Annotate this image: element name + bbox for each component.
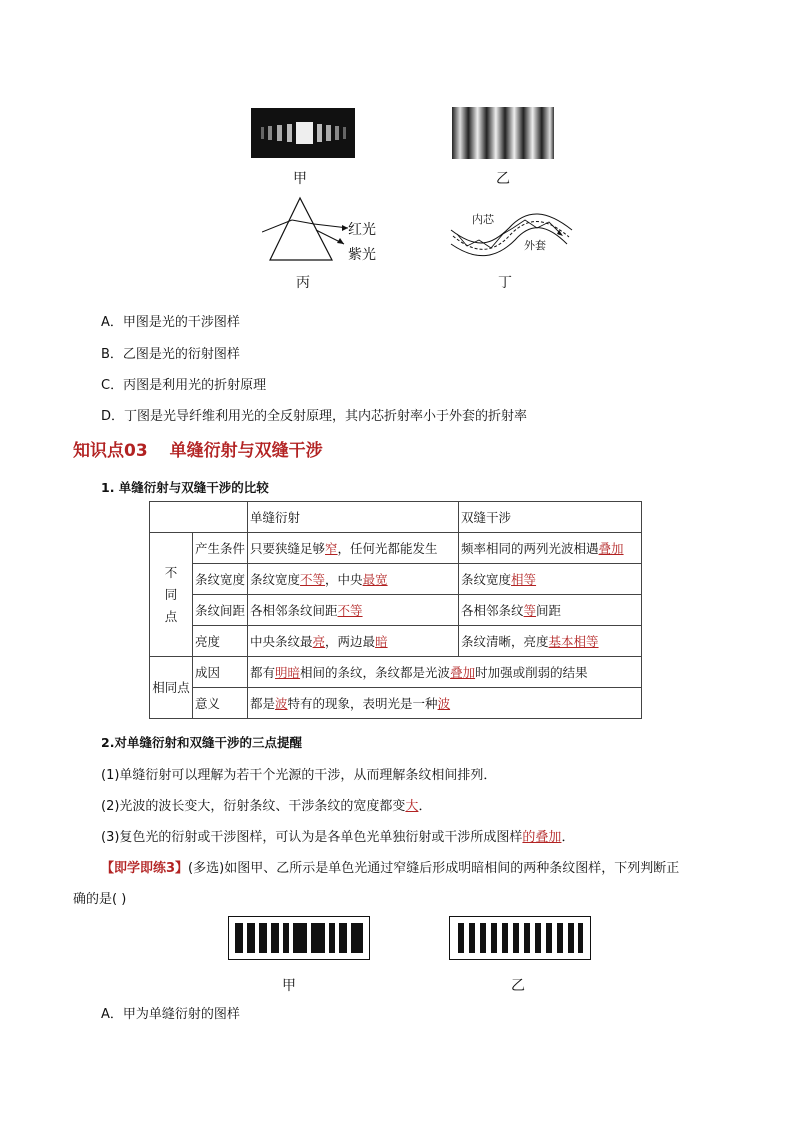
table-row [150,533,642,564]
cell-shared: 都有明暗相间的条纹，条纹都是光波叠加时加强或削弱的结果 [248,657,642,688]
option-a: A．甲图是光的干涉图样 [101,315,240,330]
row-label: 条纹宽度 [193,564,248,595]
caption-yi: 乙 [496,171,510,187]
row-label: 意义 [193,688,248,719]
cell-single: 各相邻条纹间距不等 [248,595,459,626]
slit-pattern-yi [449,916,591,960]
caption-bing: 丙 [296,275,310,291]
row-label: 成因 [193,657,248,688]
section-heading [73,436,323,461]
subheading-2: 2.对单缝衍射和双缝干涉的三点提醒 [101,735,302,750]
prism-red-label: 红光 [348,222,376,238]
subheading-1: 1. 单缝衍射与双缝干涉的比较 [101,480,269,495]
cell-double: 各相邻条纹等间距 [459,595,642,626]
fiber-figure [447,200,577,260]
table-row [150,688,642,719]
cell-single: 只要狭缝足够窄，任何光都能发生 [248,533,459,564]
diff-points-label: 不 同 点 [150,533,193,657]
table-header-row [150,502,642,533]
row-label: 亮度 [193,626,248,657]
option-d: D．丁图是光导纤维利用光的全反射原理，其内芯折射率小于外套的折射率 [101,409,528,424]
practice-tag: 【即学即练3】 [101,861,189,876]
bottom-option-a: A．甲为单缝衍射的图样 [101,1007,240,1022]
caption-jia: 甲 [293,171,307,187]
cell-single: 条纹宽度不等，中央最宽 [248,564,459,595]
practice-question-cont: 确的是( ) [73,892,127,907]
caption-ding: 丁 [498,275,512,291]
cell-single: 中央条纹最亮，两边最暗 [248,626,459,657]
cell-double: 条纹清晰，亮度基本相等 [459,626,642,657]
pattern-jia-figure [251,108,355,158]
header-double-slit: 双缝干涉 [459,502,642,533]
caption-bottom-jia: 甲 [282,978,296,994]
row-label: 条纹间距 [193,595,248,626]
caption-bottom-yi: 乙 [511,978,525,994]
table-row [150,564,642,595]
table-row [150,657,642,688]
section-title: 单缝衍射与双缝干涉 [169,441,323,461]
section-number: 知识点03 [73,441,148,461]
pattern-yi-figure [452,107,554,159]
option-b: B．乙图是光的衍射图样 [101,347,240,362]
reminder-2: (2)光波的波长变大，衍射条纹、干涉条纹的宽度都变大． [101,799,432,814]
option-c: C．丙图是利用光的折射原理 [101,378,267,393]
table-row [150,595,642,626]
cell-shared: 都是波特有的现象，表明光是一种波 [248,688,642,719]
same-points-label: 相同点 [150,657,193,719]
cell-double: 条纹宽度相等 [459,564,642,595]
prism-figure [262,196,352,266]
reminder-3: (3)复色光的衍射或干涉图样，可认为是各单色光单独衍射或干涉所成图样的叠加． [101,830,575,845]
cell-double: 频率相同的两列光波相遇叠加 [459,533,642,564]
reminder-1: (1)单缝衍射可以理解为若干个光源的干涉，从而理解条纹相间排列． [101,768,497,783]
comparison-table [149,501,642,719]
practice-question: 【即学即练3】(多选)如图甲、乙所示是单色光通过窄缝后形成明暗相间的两种条纹图样，下列判断正 [101,861,680,876]
header-single-slit: 单缝衍射 [248,502,459,533]
fiber-core-label: 内芯 [472,213,494,226]
slit-pattern-jia [228,916,370,960]
fiber-clad-label: 外套 [524,239,546,252]
row-label: 产生条件 [193,533,248,564]
prism-purple-label: 紫光 [348,247,376,263]
table-row [150,626,642,657]
